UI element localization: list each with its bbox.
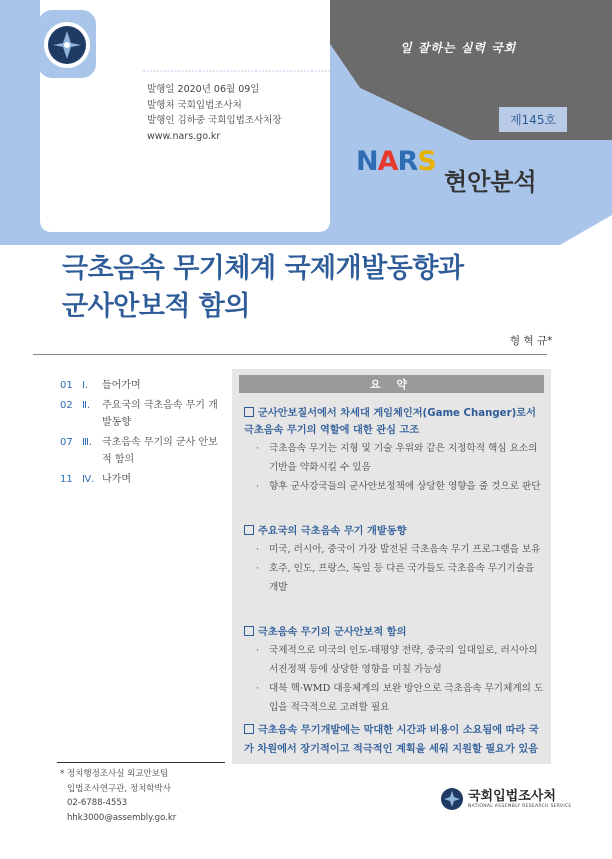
summary-bullet: · 호주, 인도, 프랑스, 독일 등 다른 국가들도 극초음속 무기기술을 개발 [256,563,535,593]
page-title [62,250,464,326]
summary-bullet: · 극초음속 무기는 지형 및 기술 우위와 같은 지정학적 핵심 요소의 기반을 약화시킬 수 있음 [256,443,538,473]
summary-bullet: · 대북 핵·WMD 대응체계의 보완 방안으로 극초음속 무기체계의 도입을 적극적으로 고려할 필요 [256,683,544,713]
summary-bullet: · 향후 군사강국들의 군사안보정책에 상당한 영향을 줄 것으로 판단 [256,481,541,492]
title-divider [33,354,547,355]
toc-page: 02 [60,400,73,411]
summary-bullet: · 미국, 러시아, 중국이 가장 발전된 극초음속 무기 프로그램을 보유 [256,544,541,555]
toc-number: Ⅱ. [82,400,91,411]
summary-heading: 요 약 [239,375,544,393]
summary-section [244,721,546,759]
toc-text: 들어가며 [102,380,141,391]
publication-info [147,82,282,144]
publisher: 발행처 국회입법조사처 [147,99,242,111]
checkbox-icon [244,626,254,636]
section-title: 극초음속 무기의 군사안보적 함의 [244,624,546,641]
summary-section [244,405,546,496]
footnote-divider [57,762,225,763]
issuer: 발행인 김하중 국회입법조사처장 [147,115,282,126]
checkbox-icon [244,525,254,535]
toc-number: Ⅳ. [82,474,95,485]
toc-text: 나가며 [102,474,131,485]
toc-text: 극초음속 무기의 군사 안보적 함의 [102,437,218,465]
slogan: 일 잘하는 실력 국회 [400,41,517,55]
checkbox-icon [244,724,254,734]
toc-number: Ⅰ. [82,380,89,391]
checkbox-icon [244,407,254,417]
org-name: 국회입법조사처 [468,788,556,804]
assembly-emblem-icon [38,10,96,78]
footnote-position: 입법조사연구관, 정치학박사 [67,783,171,794]
summary-section [244,523,546,597]
author-footnote [60,767,176,825]
toc-item[interactable] [60,471,232,488]
org-name-english: NATIONAL ASSEMBLY RESEARCH SERVICE [468,803,572,809]
toc-number: Ⅲ. [82,437,93,448]
publish-date: 발행일 2020년 06월 09일 [147,84,260,95]
toc-page: 07 [60,437,73,448]
nars-logo: NARS [356,146,436,177]
table-of-contents [60,377,232,491]
section-title: 주요국의 극초음속 무기 개발동향 [244,523,546,540]
toc-item[interactable] [60,434,232,468]
series-title: 현안분석 [444,168,537,196]
footnote-email[interactable]: hhk3000@assembly.go.kr [67,812,177,823]
toc-item[interactable] [60,397,232,431]
issue-number-badge: 제145호 [499,107,567,132]
author: 형 혁 규* [510,335,553,347]
summary-box [232,369,551,764]
title-line-1: 극초음속 무기체계 국제개발동향과 [62,253,464,284]
title-line-2: 군사안보적 함의 [62,291,250,322]
section-title: 극초음속 무기개발에는 막대한 시간과 비용이 소요됨에 따라 국가 차원에서 장기적이고 적극적인 계획을 세워 지원할 필요가 있음 [244,725,539,755]
toc-page: 11 [60,474,73,485]
nars-bottom-logo [441,788,572,810]
toc-text: 주요국의 극초음속 무기 개발동향 [102,400,218,428]
footnote-phone: 02-6788-4553 [67,798,128,808]
section-title: 군사안보질서에서 차세대 게임체인저(Game Changer)로서 극초음속 무기의 역할에 대한 관심 고조 [244,408,536,436]
toc-item[interactable] [60,377,232,394]
footnote-affiliation: * 정치행정조사실 외교안보팀 [60,769,169,779]
website-link[interactable]: www.nars.go.kr [147,130,221,142]
summary-bullet: · 국제적으로 미국의 인도-태평양 전략, 중국의 일대일로, 러시아의 서진정책 등에 상당한 영향을 미칠 가능성 [256,645,538,675]
toc-page: 01 [60,380,73,391]
summary-section [244,624,546,717]
emblem-icon [441,788,463,810]
